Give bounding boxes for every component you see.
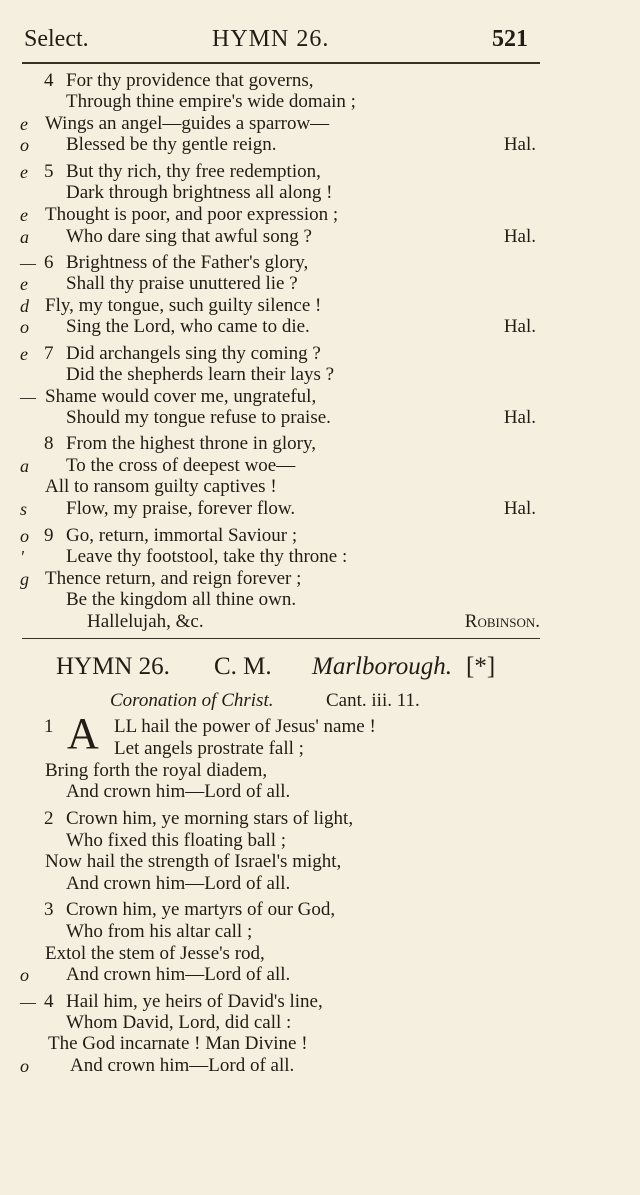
reading-mark: e	[20, 114, 28, 134]
verse-number: 6	[44, 252, 54, 273]
verse-line	[0, 498, 640, 520]
verse-line	[0, 738, 640, 760]
reading-mark: —	[20, 992, 37, 1012]
verse-line	[0, 760, 640, 782]
reading-mark: —	[20, 387, 37, 407]
reading-mark: —	[20, 253, 37, 273]
verse-line	[0, 295, 640, 317]
drop-capital: A	[67, 709, 99, 758]
reading-mark: a	[20, 456, 29, 476]
verse-line	[0, 830, 640, 852]
reading-mark: s	[20, 499, 28, 519]
verse-line	[0, 781, 640, 803]
hymn-number: HYMN 26.	[56, 653, 170, 680]
verse-line	[0, 161, 640, 183]
verse-text: Flow, my praise, forever flow.	[66, 498, 296, 519]
page-header	[0, 26, 640, 56]
verse-text: Thought is poor, and poor expression ;	[45, 204, 339, 225]
page-number: 521	[492, 26, 528, 52]
verse-text: Did archangels sing thy coming ?	[66, 343, 321, 364]
verse-line	[0, 568, 640, 590]
verse-text: And crown him—Lord of all.	[70, 1055, 295, 1076]
reading-mark: a	[20, 227, 29, 247]
verse-line	[0, 525, 640, 547]
verse-text: Shame would cover me, ungrateful,	[45, 386, 317, 407]
reading-mark: e	[20, 274, 28, 294]
reading-mark: o	[20, 526, 29, 546]
verse-number: 3	[44, 899, 54, 920]
verse-line	[0, 991, 640, 1013]
verse-text: Wings an angel—guides a sparrow—	[45, 113, 330, 134]
hymn-mark: [*]	[466, 653, 496, 680]
verse-line	[0, 316, 640, 338]
verse-line	[0, 386, 640, 408]
hymn-heading	[0, 653, 640, 687]
verse-text: Crown him, ye martyrs of our God,	[66, 899, 336, 920]
verse-line	[0, 343, 640, 365]
verse-line	[0, 70, 640, 92]
verse-text: Extol the stem of Jesse's rod,	[45, 943, 265, 964]
verse-line	[0, 899, 640, 921]
verse-line	[0, 943, 640, 965]
hallelujah-refrain: Hal.	[503, 134, 536, 155]
verse-line	[0, 1033, 640, 1055]
verse-line	[0, 716, 640, 738]
verse-text: For thy providence that governs,	[66, 70, 314, 91]
verse-line	[0, 91, 640, 113]
reading-mark: o	[20, 965, 29, 985]
verse-text: To the cross of deepest woe—	[66, 455, 296, 476]
verse-line	[0, 546, 640, 568]
verse-number: 9	[44, 525, 54, 546]
verse-text: Go, return, immortal Saviour ;	[66, 525, 298, 546]
hallelujah-refrain: Hal.	[503, 498, 536, 519]
verse-text: Let angels prostrate fall ;	[114, 738, 304, 759]
verse-number: 8	[44, 433, 54, 454]
section-label: Select.	[24, 26, 89, 52]
verse-number: 4	[44, 991, 54, 1012]
verse-line	[0, 1012, 640, 1034]
verse-text: Sing the Lord, who came to die.	[66, 316, 310, 337]
verse-line	[0, 808, 640, 830]
verse-line	[0, 113, 640, 135]
verse-text: Be the kingdom all thine own.	[66, 589, 297, 610]
verse-number: 7	[44, 343, 54, 364]
verse-number: 2	[44, 808, 54, 829]
header-rule	[22, 62, 540, 64]
verse-text: Should my tongue refuse to praise.	[66, 407, 331, 428]
verse-line	[0, 252, 640, 274]
verse-text: Thence return, and reign forever ;	[45, 568, 302, 589]
verse-text: Crown him, ye morning stars of light,	[66, 808, 354, 829]
verse-text: Did the shepherds learn their lays ?	[66, 364, 335, 385]
verse-text: Through thine empire's wide domain ;	[66, 91, 356, 112]
verse-text: Who from his altar call ;	[66, 921, 253, 942]
verse-text: Bring forth the royal diadem,	[45, 760, 268, 781]
hallelujah-refrain: Hal.	[503, 407, 536, 428]
verse-line	[0, 407, 640, 429]
hallelujah-refrain: Hal.	[503, 316, 536, 337]
verse-line	[0, 1055, 640, 1077]
verse-line	[0, 134, 640, 156]
verse-line	[0, 589, 640, 611]
verse-number: 1	[44, 716, 54, 737]
verse-number: 4	[44, 70, 54, 91]
verse-line	[0, 611, 640, 633]
verse-line	[0, 182, 640, 204]
verse-line	[0, 455, 640, 477]
verse-text: And crown him—Lord of all.	[66, 873, 291, 894]
verse-text: Brightness of the Father's glory,	[66, 252, 309, 273]
reading-mark: e	[20, 344, 28, 364]
verse-line	[0, 851, 640, 873]
verse-text: Now hail the strength of Israel's might,	[45, 851, 342, 872]
verse-text: Dark through brightness all along !	[66, 182, 333, 203]
verse-text: The God incarnate ! Man Divine !	[48, 1033, 308, 1054]
verse-text: Hallelujah, &c.	[87, 611, 204, 632]
verse-text: Hail him, ye heirs of David's line,	[66, 991, 323, 1012]
verse-line	[0, 226, 640, 248]
verse-text: Who dare sing that awful song ?	[66, 226, 312, 247]
verse-line	[0, 273, 640, 295]
reading-mark: '	[20, 547, 24, 567]
verse-line	[0, 921, 640, 943]
verse-number: 5	[44, 161, 54, 182]
hallelujah-refrain: Hal.	[503, 226, 536, 247]
verse-text: And crown him—Lord of all.	[66, 781, 291, 802]
hymn-subtitle: Coronation of Christ.	[110, 690, 274, 711]
verse-text: All to ransom guilty captives !	[45, 476, 277, 497]
verse-line	[0, 964, 640, 986]
hymn-meter: C. M.	[214, 653, 272, 680]
author-credit: Robinson.	[464, 611, 540, 632]
verse-line	[0, 204, 640, 226]
verse-text: Who fixed this floating ball ;	[66, 830, 287, 851]
reading-mark: d	[20, 296, 29, 316]
verse-text: Fly, my tongue, such guilty silence !	[45, 295, 322, 316]
verse-text: Whom David, Lord, did call :	[66, 1012, 292, 1033]
verse-line	[0, 476, 640, 498]
verse-text: And crown him—Lord of all.	[66, 964, 291, 985]
hymn-reference: Cant. iii. 11.	[326, 690, 420, 711]
verse-text: From the highest throne in glory,	[66, 433, 316, 454]
hymn-tune: Marlborough.	[312, 653, 453, 680]
running-title: HYMN 26.	[212, 26, 330, 52]
reading-mark: e	[20, 205, 28, 225]
verse-text: Shall thy praise unuttered lie ?	[66, 273, 298, 294]
verse-text: But thy rich, thy free redemption,	[66, 161, 321, 182]
verse-text: Blessed be thy gentle reign.	[66, 134, 277, 155]
reading-mark: o	[20, 317, 29, 337]
hymn-divider	[22, 638, 540, 639]
reading-mark: e	[20, 162, 28, 182]
verse-line	[0, 873, 640, 895]
verse-line	[0, 364, 640, 386]
reading-mark: o	[20, 135, 29, 155]
verse-text: LL hail the power of Jesus' name !	[114, 716, 376, 737]
reading-mark: g	[20, 569, 29, 589]
reading-mark: o	[20, 1056, 29, 1076]
verse-text: Leave thy footstool, take thy throne :	[66, 546, 348, 567]
verse-line	[0, 433, 640, 455]
